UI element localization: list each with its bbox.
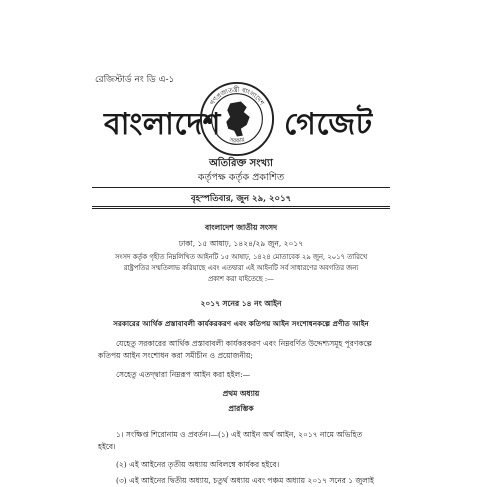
section-1-3-partial: (৩) এই আইনের দ্বিতীয় অধ্যায়, চতুর্থ অধ্যায় এবং পঞ্চম অধ্যায় ২০১৭ সনের ১ জুলাই <box>116 476 374 485</box>
divider-top <box>92 187 390 188</box>
section-1 <box>98 429 384 453</box>
notice-line: সংসদ কর্তৃক গৃহীত নিম্নলিখিত আইনটি ১৫ আষাঢ়, ১৪২৪ মোতাবেক ২৯ জুন, ২০১৭ তারিখে <box>114 253 368 261</box>
svg-text:সরকার <box>228 137 247 145</box>
chapter-number: প্রথম অধ্যায় <box>222 389 260 398</box>
government-seal-icon <box>198 80 276 158</box>
assent-notice <box>98 252 384 285</box>
preamble <box>98 338 384 362</box>
preamble-line: যেহেতু সরকারের আর্থিক প্রস্তাবাবলী কার্যকরকরণ এবং নিম্নবর্ণিত উদ্দেশ্যসমূহ পূরণকল্পে <box>116 339 373 348</box>
section-1-2: (২) এই আইনের তৃতীয় অধ্যায় অবিলম্বে কার্যকর হইবে। <box>116 460 280 469</box>
extra-issue-label: অতিরিক্ত সংখ্যা <box>209 158 273 169</box>
notice-line: রাষ্ট্রপতির সম্মতিলাভ করিয়াছে এবং এতদ্বারা এই আইনটি সর্ব সাধারণের অবগতির জন্য <box>123 264 359 272</box>
act-title: সরকারের আর্থিক প্রস্তাবাবলী কার্যকরকরণ এবং কতিপয় আইন সংশোধনকল্পে প্রণীত আইন <box>113 319 369 328</box>
act-number: ২০১৭ সনের ১৪ নং আইন <box>200 299 282 308</box>
section-1-line: ১। সংক্ষিপ্ত শিরোনাম ও প্রবর্তন।—(১) এই আইন অর্থ আইন, ২০১৭ নামে অভিহিত <box>116 430 363 439</box>
registration-number: রেজিস্টার্ড নং ডি এ-১ <box>95 75 175 85</box>
preamble-line: কতিপয় আইন সংশোধন করা সমীচীন ও প্রয়োজনীয়; <box>98 351 253 360</box>
chapter-title: প্রারম্ভিক <box>228 404 254 413</box>
section-1-line: হইবে। <box>98 442 116 451</box>
seal-arc-bottom: সরকার <box>228 137 246 145</box>
issue-date: বৃহস্পতিবার, জুন ২৯, ২০১৭ <box>190 194 292 204</box>
place-date: ঢাকা, ১৫ আষাঢ়, ১৪২৪/২৯ জুন, ২০১৭ <box>178 239 304 248</box>
gazette-title-right: গেজেট <box>284 107 373 142</box>
divider-bottom <box>92 206 390 209</box>
seal-arc-top: গণপ্রজাতন্ত্রী বাংলাদেশ <box>209 86 265 107</box>
notice-line: প্রকাশ করা যাইতেছে :— <box>208 275 274 283</box>
enactment-clause: সেহেতু এতদ্দ্বারা নিম্নরূপ আইন করা হইল:— <box>116 370 251 379</box>
gazette-title-left: বাংলাদেশ <box>104 107 221 142</box>
published-by-label: কর্তৃপক্ষ কর্তৃক প্রকাশিত <box>197 172 285 183</box>
parliament-heading: বাংলাদেশ জাতীয় সংসদ <box>204 223 278 232</box>
